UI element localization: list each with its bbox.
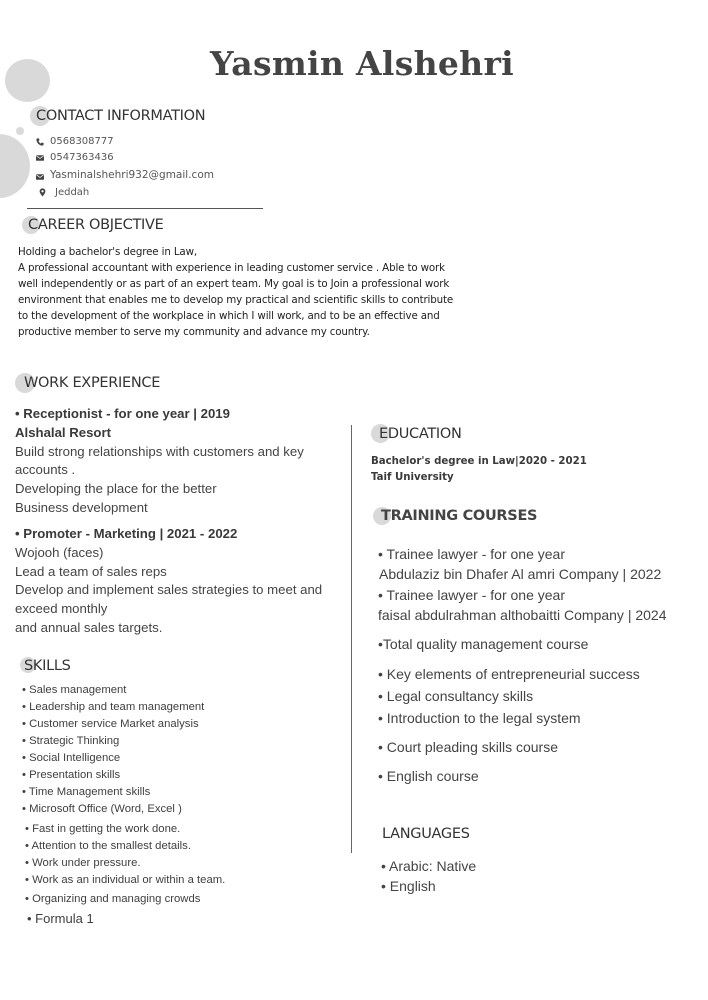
location-text: Jeddah — [55, 187, 90, 198]
training-item: • English course — [378, 768, 479, 784]
phone-number: 0568308777 — [50, 136, 114, 147]
skill-item: • Strategic Thinking — [22, 735, 120, 747]
training-item: • Trainee lawyer - for one year — [378, 587, 565, 603]
job-entry — [15, 405, 345, 518]
languages-list — [381, 857, 476, 896]
skill-item: • Organizing and managing crowds — [25, 893, 201, 905]
education-entry — [371, 454, 587, 486]
language-item: • English — [381, 877, 436, 894]
phone-icon — [35, 137, 45, 147]
job-title: • Receptionist - for one year | 2019 — [15, 406, 230, 421]
contact-phone — [35, 136, 114, 147]
skill-item: • Time Management skills — [22, 786, 151, 798]
language-item: • Arabic: Native — [381, 858, 477, 874]
email-link[interactable]: Yasminalshehri932@gmail.com — [50, 169, 214, 181]
job-duty: exceed monthly — [15, 601, 108, 617]
candidate-name: Yasmin Alshehri — [209, 44, 514, 83]
training-item: •Total quality management course — [378, 636, 589, 652]
skill-item: • Leadership and team management — [22, 701, 205, 713]
contact-phone-2 — [35, 152, 114, 163]
training-item: • Trainee lawyer - for one year — [378, 546, 565, 562]
objective-line: to the development of the workplace in which I will work, and to be an effective and — [18, 310, 440, 322]
skill-item: • Customer service Market analysis — [22, 718, 199, 730]
skill-item: • Attention to the smallest details. — [25, 840, 191, 852]
contact-section-heading: CONTACT INFORMATION — [36, 108, 205, 124]
job-company: Alshalal Resort — [15, 424, 112, 440]
job-title: • Promoter - Marketing | 2021 - 2022 — [15, 526, 238, 541]
skill-item: • Presentation skills — [22, 769, 121, 781]
job-duty: Develop and implement sales strategies to meet and — [15, 582, 323, 598]
decorative-circle-tiny — [16, 127, 24, 135]
skill-item: • Work under pressure. — [25, 857, 141, 869]
school: Taif University — [371, 472, 454, 483]
education-heading: EDUCATION — [379, 426, 462, 442]
training-heading: TRAINING COURSES — [381, 508, 537, 524]
skill-item: • Microsoft Office (Word, Excel ) — [22, 803, 182, 815]
column-divider — [351, 425, 352, 853]
career-objective-text — [18, 244, 478, 340]
decorative-circle-half — [0, 134, 30, 198]
job-duty: Business development — [15, 499, 148, 515]
objective-line: environment that enables me to develop my practical and scientific skills to contribute — [18, 294, 454, 306]
training-item: Abdulaziz bin Dhafer Al amri Company | 2022 — [379, 566, 662, 582]
skills-heading: SKILLS — [24, 658, 71, 674]
contact-email — [35, 168, 214, 182]
objective-line: productive member to serve my community and advance my country. — [18, 326, 370, 338]
skill-item: • Formula 1 — [27, 911, 94, 926]
objective-line: A professional accountant with experience in leading customer service . Able to work — [18, 262, 445, 274]
job-duty: accounts . — [15, 462, 76, 478]
secondary-number: 0547363436 — [50, 152, 114, 163]
work-experience-heading: WORK EXPERIENCE — [24, 375, 160, 391]
job-duty: Developing the place for the better — [15, 481, 217, 497]
skills-list-3 — [27, 910, 94, 927]
objective-line: well independently or as part of an expert team. My goal is to Join a professional work — [18, 278, 450, 290]
skill-item: • Social Intelligence — [22, 752, 121, 764]
training-item: faisal abdulrahman althobaitti Company | 2024 — [378, 607, 667, 623]
envelope-icon — [35, 172, 45, 182]
section-divider — [27, 208, 263, 209]
job-duty: Build strong relationships with customers and key — [15, 443, 304, 459]
training-item: • Key elements of entrepreneurial success — [378, 666, 640, 682]
skill-item: • Work as an individual or within a team. — [25, 874, 226, 886]
job-entry — [15, 525, 345, 638]
skill-item: • Sales management — [22, 684, 127, 696]
skills-list — [22, 682, 204, 818]
languages-heading: LANGUAGES — [382, 826, 470, 842]
contact-location — [37, 187, 89, 198]
training-item: • Introduction to the legal system — [378, 710, 581, 726]
training-item: • Legal consultancy skills — [378, 688, 534, 704]
job-company: Wojooh (faces) — [15, 544, 104, 560]
skills-list-2 — [25, 821, 225, 908]
job-duty: Lead a team of sales reps — [15, 563, 167, 579]
location-pin-icon — [37, 188, 47, 198]
training-item: • Court pleading skills course — [378, 739, 558, 755]
skill-item: • Fast in getting the work done. — [25, 823, 181, 835]
career-objective-heading: CAREER OBJECTIVE — [28, 217, 163, 233]
objective-line: Holding a bachelor's degree in Law, — [18, 246, 197, 258]
envelope-icon — [35, 153, 45, 163]
job-duty: and annual sales targets. — [15, 619, 163, 635]
degree: Bachelor's degree in Law|2020 - 2021 — [371, 456, 587, 467]
